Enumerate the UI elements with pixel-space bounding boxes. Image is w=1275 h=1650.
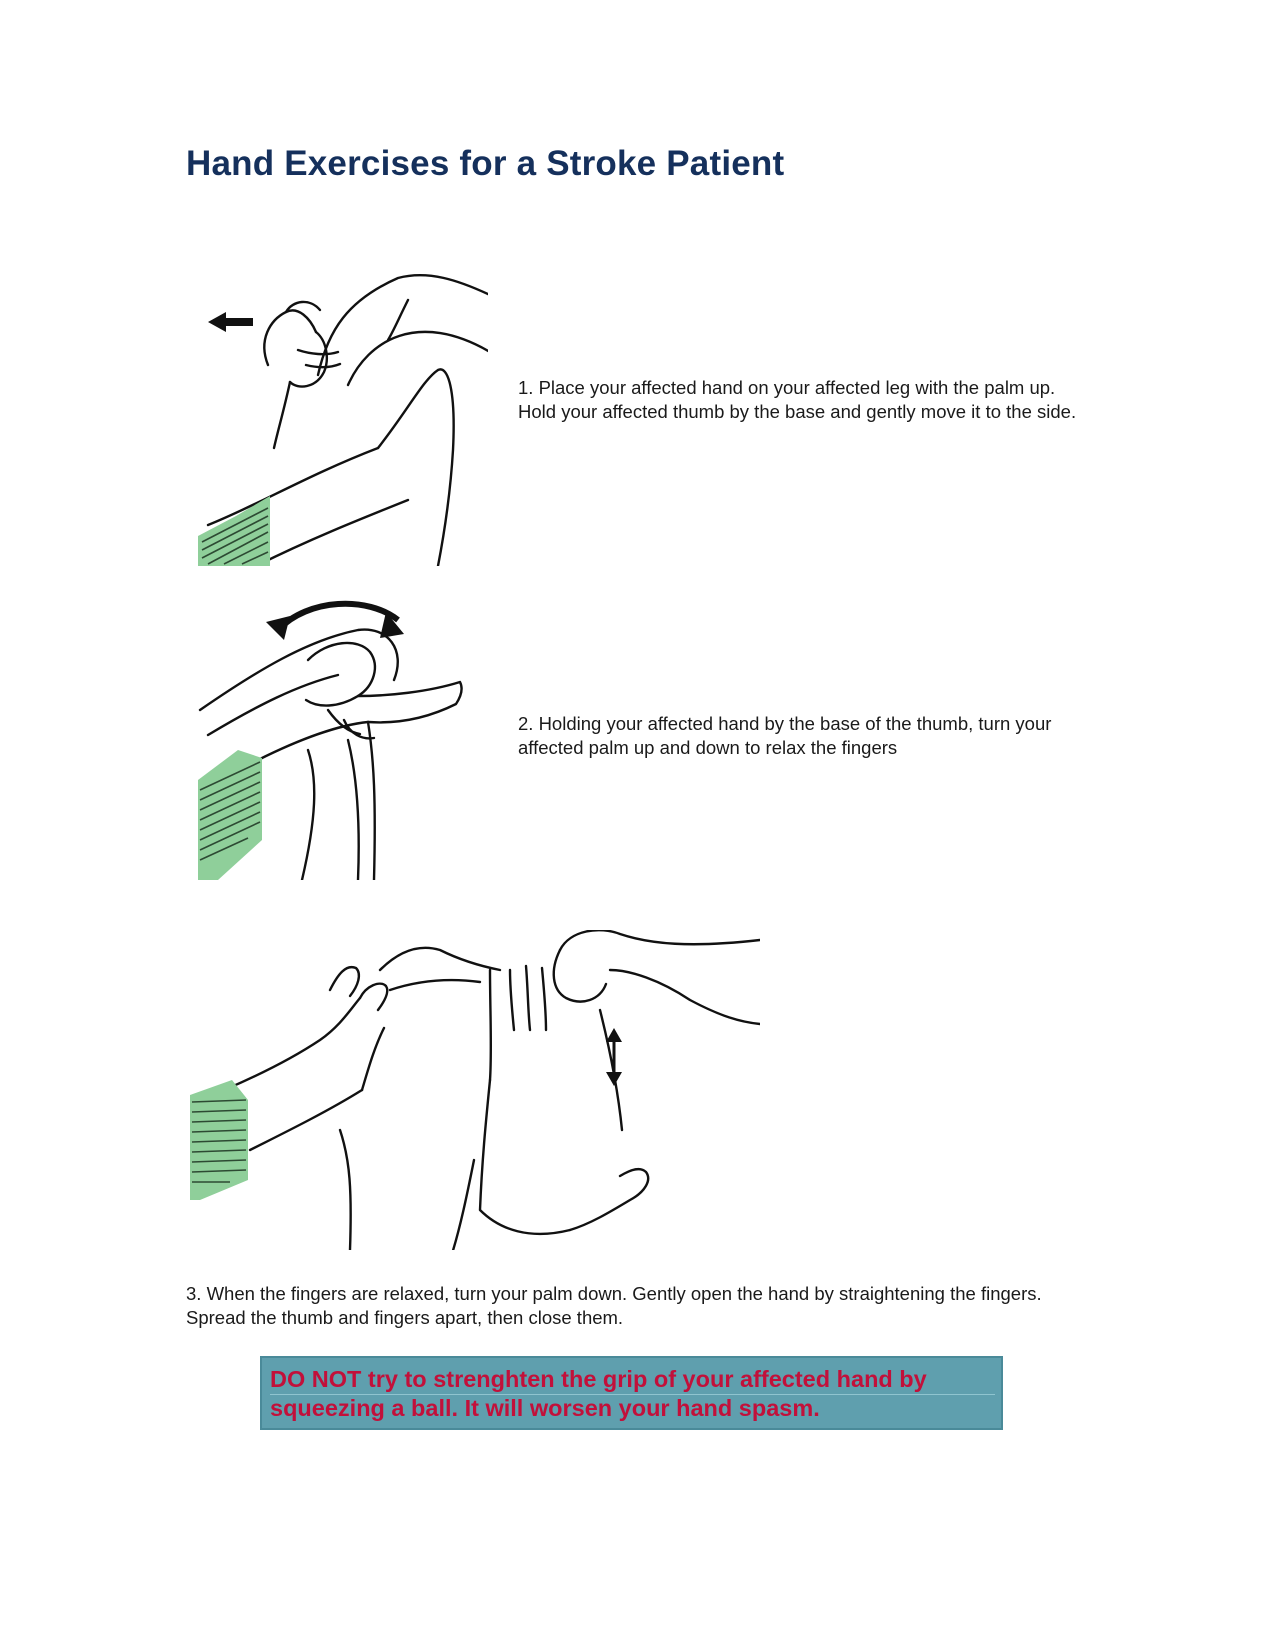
page-title: Hand Exercises for a Stroke Patient	[186, 144, 785, 183]
warning-box	[260, 1356, 1003, 1430]
illustration-palm-rotation	[198, 600, 468, 880]
step-1-text: 1. Place your affected hand on your affected leg with the palm up. Hold your affected thumb by the base and gently move it to the side.	[518, 377, 1077, 422]
step-3-text: 3. When the fingers are relaxed, turn your palm down. Gently open the hand by straightening the fingers. Spread the thumb and fingers apart, then close them.	[186, 1283, 1042, 1328]
illustration-finger-spread	[190, 930, 760, 1250]
step-2-text: 2. Holding your affected hand by the base of the thumb, turn your affected palm up and down to relax the fingers	[518, 713, 1052, 758]
illustration-thumb-stretch	[198, 270, 488, 566]
warning-text: DO NOT try to strenghten the grip of your affected hand by squeezing a ball. It will worsen your hand spasm.	[270, 1366, 927, 1421]
